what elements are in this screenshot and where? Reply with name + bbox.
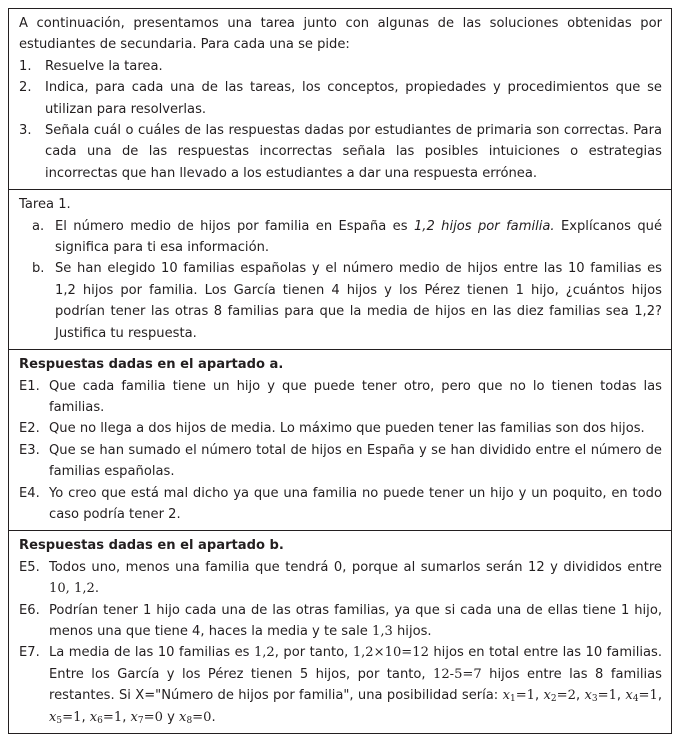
answers-a-title: Respuestas dadas en el apartado a. xyxy=(19,357,284,373)
part-label: a. xyxy=(32,218,45,234)
answers-b-box xyxy=(9,531,671,733)
task-part-b xyxy=(19,258,662,344)
answer-text: Que se han sumado el número total de hijos en España y se han dividido entre el número de familias españolas. xyxy=(49,442,662,480)
answer-text: Que cada familia tiene un hijo y que puede tener otro, pero que no lo tienen todas las familias. xyxy=(49,378,662,415)
variable-value: =1 xyxy=(597,688,617,704)
separator: , xyxy=(657,688,663,704)
variable-subscript: 1 xyxy=(509,694,516,705)
answer-text: hijos entre las 8 familias restantes. Si X="Número de hijos por familia", una posibilidad sería: xyxy=(49,666,662,704)
variable-value: =0 xyxy=(192,709,212,725)
variable-subscript: 8 xyxy=(186,715,193,726)
variable-value: =2 xyxy=(556,688,576,704)
student-answer xyxy=(19,557,662,600)
exercise-sheet xyxy=(8,8,672,734)
variable-value: =1 xyxy=(638,688,658,704)
student-answer xyxy=(19,642,662,728)
answer-text: La media de las 10 familias es xyxy=(49,645,254,661)
variable-assignment xyxy=(625,688,662,703)
instruction-item xyxy=(19,120,662,184)
answer-text: , por tanto, xyxy=(274,645,353,661)
math-value: 10, 1,2 xyxy=(49,581,95,597)
variable-symbol: x xyxy=(502,688,510,704)
answers-b-title: Respuestas dadas en el apartado b. xyxy=(19,538,284,554)
part-emphasis: 1,2 hijos por familia. xyxy=(413,218,555,234)
task-part-a xyxy=(19,216,662,259)
separator: y xyxy=(162,709,180,725)
variable-symbol: x xyxy=(130,709,138,725)
separator: , xyxy=(122,709,131,725)
answers-a-box xyxy=(9,350,671,531)
part-text: Se han elegido 10 familias españolas y el número medio de hijos entre las 10 familias es 1,2 hijos por familia. Los García tienen 4 hijos y los Pérez tienen 1 hijo, ¿cuántos hijos podrían tener las otras 8 familias para que la media de hijos en las diez familias sea 1,2? Justifica tu respuesta. xyxy=(55,261,662,341)
variable-symbol: x xyxy=(543,688,551,704)
student-answer xyxy=(19,483,662,526)
math-expression: 12-5=7 xyxy=(433,666,482,682)
student-answer xyxy=(19,376,662,419)
math-value: 1,2 xyxy=(253,645,275,661)
instructions-list xyxy=(19,56,662,184)
answer-text: Yo creo que está mal dicho ya que una familia no puede tener un hijo y un poquito, en todo caso podría tener 2. xyxy=(49,485,662,522)
item-number: 1. xyxy=(19,58,32,74)
item-text: Resuelve la tarea. xyxy=(45,58,163,74)
instruction-item xyxy=(19,56,662,77)
math-value: 1,3 xyxy=(372,623,393,639)
student-answer xyxy=(19,600,662,643)
part-text: Explícanos qué significa para ti esa información. xyxy=(55,218,662,256)
variable-subscript: 5 xyxy=(56,715,63,726)
part-label: b. xyxy=(32,261,45,277)
variable-symbol: x xyxy=(179,709,187,725)
answer-text: Podrían tener 1 hijo cada una de las otras familias, ya que si cada una de ellas tiene 1 hijo, menos una que tiene 4, haces la media y te sale xyxy=(49,602,662,639)
answer-label: E1. xyxy=(19,378,40,394)
variable-assignment xyxy=(544,688,585,703)
item-text: Indica, para cada una de las tareas, los conceptos, propiedades y procedimientos que se utilizan para resolverlas. xyxy=(45,80,662,117)
answer-text: . xyxy=(94,581,99,597)
variable-subscript: 4 xyxy=(632,694,639,705)
variable-assignment xyxy=(131,710,180,725)
intro-text: A continuación, presentamos una tarea junto con algunas de las soluciones obtenidas por estudiantes de secundaria. Para cada una se pide: xyxy=(19,16,662,53)
separator: , xyxy=(616,688,626,704)
instructions-box xyxy=(9,9,671,190)
separator: , xyxy=(535,688,544,704)
variable-assignment xyxy=(503,688,544,703)
answer-label: E2. xyxy=(19,421,40,437)
answer-text: hijos. xyxy=(392,623,432,639)
math-expression: 1,2×10=12 xyxy=(352,645,429,661)
student-answer xyxy=(19,440,662,483)
answer-text: Todos uno, menos una familia que tendrá 0, porque al sumarlos serán 12 y divididos entre xyxy=(49,559,662,575)
variable-symbol: x xyxy=(625,688,633,704)
separator: . xyxy=(211,709,216,725)
variable-value: =1 xyxy=(102,709,123,725)
variable-subscript: 3 xyxy=(591,694,598,705)
answer-label: E3. xyxy=(19,442,40,458)
variable-value: =1 xyxy=(62,709,82,725)
task-title: Tarea 1. xyxy=(19,197,71,213)
item-text: Señala cuál o cuáles de las respuestas dadas por estudiantes de primaria son correctas. Para cada una de las respuestas incorrectas señala las posibles intuiciones o estrategias incorrectas que han llevado a los estudiantes a dar una respuesta errónea. xyxy=(45,123,662,181)
separator: , xyxy=(81,709,90,725)
variable-subscript: 2 xyxy=(550,694,557,705)
answer-label: E5. xyxy=(19,559,40,575)
answer-label: E7. xyxy=(19,645,40,661)
variable-value: =1 xyxy=(515,688,535,704)
item-number: 2. xyxy=(19,80,32,96)
part-text: El número medio de hijos por familia en España es xyxy=(55,218,414,234)
separator: , xyxy=(575,688,585,704)
item-number: 3. xyxy=(19,123,32,139)
task-box xyxy=(9,190,671,350)
variable-value: =0 xyxy=(143,709,163,725)
variable-assignment xyxy=(49,710,90,725)
variable-assignment xyxy=(179,710,216,725)
answer-label: E6. xyxy=(19,602,40,618)
variable-symbol: x xyxy=(49,709,57,725)
variable-assignment xyxy=(90,710,131,725)
instruction-item xyxy=(19,77,662,120)
answer-label: E4. xyxy=(19,485,40,501)
variable-subscript: 7 xyxy=(137,715,144,726)
variable-subscript: 6 xyxy=(97,715,103,726)
answer-text: hijos en total entre las 10 familias. Entre los García y los Pérez tienen 5 hijos, por tanto, xyxy=(49,645,662,682)
variable-symbol: x xyxy=(89,709,98,725)
student-answer xyxy=(19,418,662,439)
variable-symbol: x xyxy=(584,688,592,704)
answer-text: Que no llega a dos hijos de media. Lo máximo que pueden tener las familias son dos hijos. xyxy=(49,421,645,437)
variable-assignment xyxy=(584,688,625,703)
